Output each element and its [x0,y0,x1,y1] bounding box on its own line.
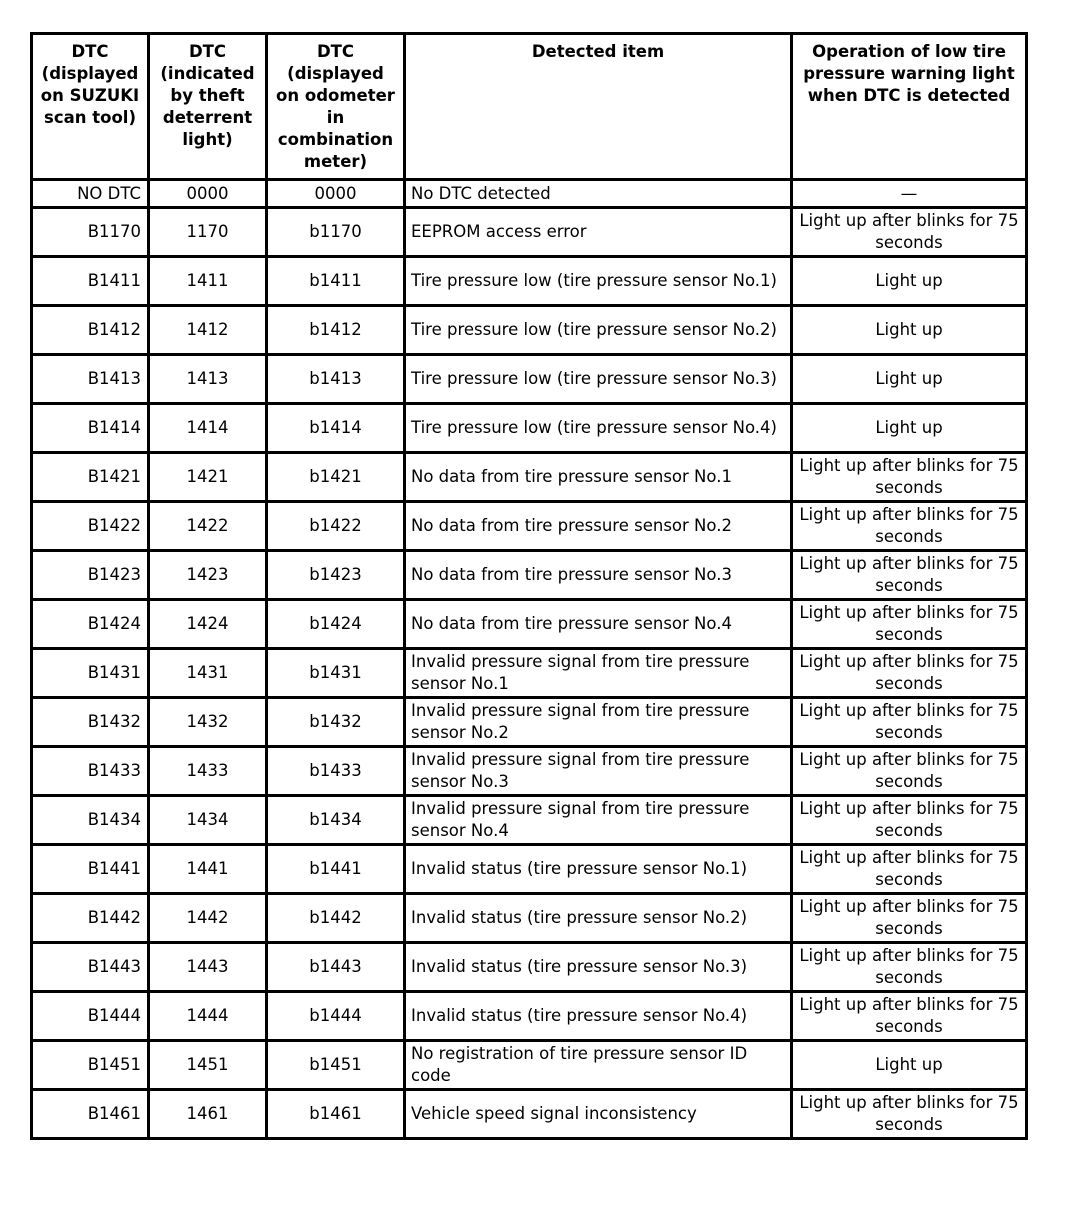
cell-warning-light-operation: Light up after blinks for 75 seconds [792,698,1027,747]
cell-scan-tool-dtc: NO DTC [32,180,149,208]
cell-scan-tool-dtc: B1443 [32,943,149,992]
cell-odometer-dtc: b1413 [267,355,405,404]
cell-detected-item: Tire pressure low (tire pressure sensor No.4) [405,404,792,453]
cell-odometer-dtc: b1414 [267,404,405,453]
cell-detected-item: Invalid status (tire pressure sensor No.1) [405,845,792,894]
cell-theft-light-dtc: 1442 [149,894,267,943]
cell-scan-tool-dtc: B1434 [32,796,149,845]
cell-scan-tool-dtc: B1424 [32,600,149,649]
table-body [32,180,1027,1139]
cell-odometer-dtc: b1424 [267,600,405,649]
header-warning-light-operation: Operation of low tire pressure warning light when DTC is detected [792,34,1027,180]
table-row [32,649,1027,698]
cell-theft-light-dtc: 1434 [149,796,267,845]
cell-scan-tool-dtc: B1432 [32,698,149,747]
cell-warning-light-operation: Light up [792,1041,1027,1090]
cell-odometer-dtc: b1433 [267,747,405,796]
cell-odometer-dtc: b1412 [267,306,405,355]
table-row [32,698,1027,747]
cell-warning-light-operation: Light up [792,306,1027,355]
cell-warning-light-operation: Light up [792,355,1027,404]
table-row [32,1090,1027,1139]
cell-detected-item: Invalid status (tire pressure sensor No.2) [405,894,792,943]
cell-odometer-dtc: b1441 [267,845,405,894]
table-row [32,355,1027,404]
cell-theft-light-dtc: 1421 [149,453,267,502]
header-odometer-dtc: DTC (displayed on odometer in combination meter) [267,34,405,180]
cell-theft-light-dtc: 1413 [149,355,267,404]
cell-odometer-dtc: b1431 [267,649,405,698]
cell-theft-light-dtc: 1451 [149,1041,267,1090]
cell-warning-light-operation: Light up after blinks for 75 seconds [792,845,1027,894]
cell-scan-tool-dtc: B1421 [32,453,149,502]
cell-theft-light-dtc: 1431 [149,649,267,698]
cell-scan-tool-dtc: B1441 [32,845,149,894]
cell-warning-light-operation: Light up after blinks for 75 seconds [792,502,1027,551]
cell-scan-tool-dtc: B1423 [32,551,149,600]
table-row [32,747,1027,796]
cell-detected-item: Tire pressure low (tire pressure sensor No.1) [405,257,792,306]
table-row [32,894,1027,943]
cell-scan-tool-dtc: B1431 [32,649,149,698]
cell-detected-item: Invalid pressure signal from tire pressure sensor No.1 [405,649,792,698]
cell-detected-item: Tire pressure low (tire pressure sensor No.3) [405,355,792,404]
cell-warning-light-operation: Light up [792,257,1027,306]
cell-warning-light-operation: — [792,180,1027,208]
cell-detected-item: No data from tire pressure sensor No.3 [405,551,792,600]
cell-detected-item: No registration of tire pressure sensor ID code [405,1041,792,1090]
table-row [32,992,1027,1041]
table-row [32,208,1027,257]
cell-odometer-dtc: b1451 [267,1041,405,1090]
cell-scan-tool-dtc: B1461 [32,1090,149,1139]
cell-odometer-dtc: b1434 [267,796,405,845]
cell-theft-light-dtc: 1444 [149,992,267,1041]
table-row [32,1041,1027,1090]
cell-scan-tool-dtc: B1444 [32,992,149,1041]
cell-detected-item: Invalid pressure signal from tire pressure sensor No.2 [405,698,792,747]
table-row [32,404,1027,453]
cell-detected-item: Invalid status (tire pressure sensor No.3) [405,943,792,992]
cell-theft-light-dtc: 1170 [149,208,267,257]
cell-detected-item: No data from tire pressure sensor No.2 [405,502,792,551]
header-scan-tool-dtc: DTC (displayed on SUZUKI scan tool) [32,34,149,180]
cell-scan-tool-dtc: B1433 [32,747,149,796]
cell-detected-item: Tire pressure low (tire pressure sensor No.2) [405,306,792,355]
cell-scan-tool-dtc: B1422 [32,502,149,551]
cell-odometer-dtc: 0000 [267,180,405,208]
cell-theft-light-dtc: 1411 [149,257,267,306]
cell-warning-light-operation: Light up after blinks for 75 seconds [792,747,1027,796]
table-row [32,306,1027,355]
header-row [32,34,1027,180]
cell-warning-light-operation: Light up after blinks for 75 seconds [792,894,1027,943]
cell-odometer-dtc: b1423 [267,551,405,600]
cell-warning-light-operation: Light up after blinks for 75 seconds [792,943,1027,992]
cell-theft-light-dtc: 1443 [149,943,267,992]
cell-theft-light-dtc: 1461 [149,1090,267,1139]
table-row [32,943,1027,992]
cell-warning-light-operation: Light up after blinks for 75 seconds [792,992,1027,1041]
cell-warning-light-operation: Light up after blinks for 75 seconds [792,551,1027,600]
cell-detected-item: No data from tire pressure sensor No.1 [405,453,792,502]
cell-detected-item: Invalid pressure signal from tire pressure sensor No.4 [405,796,792,845]
cell-scan-tool-dtc: B1413 [32,355,149,404]
cell-odometer-dtc: b1421 [267,453,405,502]
table-row [32,257,1027,306]
cell-detected-item: Invalid status (tire pressure sensor No.4) [405,992,792,1041]
cell-odometer-dtc: b1432 [267,698,405,747]
cell-theft-light-dtc: 0000 [149,180,267,208]
table-row [32,453,1027,502]
cell-theft-light-dtc: 1414 [149,404,267,453]
cell-detected-item: Vehicle speed signal inconsistency [405,1090,792,1139]
cell-scan-tool-dtc: B1442 [32,894,149,943]
table-row [32,600,1027,649]
cell-warning-light-operation: Light up after blinks for 75 seconds [792,1090,1027,1139]
cell-theft-light-dtc: 1441 [149,845,267,894]
cell-scan-tool-dtc: B1412 [32,306,149,355]
cell-theft-light-dtc: 1412 [149,306,267,355]
cell-odometer-dtc: b1411 [267,257,405,306]
header-detected-item: Detected item [405,34,792,180]
cell-scan-tool-dtc: B1411 [32,257,149,306]
table-row [32,180,1027,208]
cell-theft-light-dtc: 1424 [149,600,267,649]
table-row [32,845,1027,894]
cell-odometer-dtc: b1442 [267,894,405,943]
cell-theft-light-dtc: 1433 [149,747,267,796]
table-row [32,502,1027,551]
cell-detected-item: No data from tire pressure sensor No.4 [405,600,792,649]
cell-odometer-dtc: b1444 [267,992,405,1041]
cell-odometer-dtc: b1422 [267,502,405,551]
dtc-table [30,32,1028,1140]
cell-detected-item: EEPROM access error [405,208,792,257]
cell-scan-tool-dtc: B1170 [32,208,149,257]
cell-warning-light-operation: Light up after blinks for 75 seconds [792,600,1027,649]
header-theft-light-dtc: DTC (indicated by theft deterrent light) [149,34,267,180]
cell-scan-tool-dtc: B1414 [32,404,149,453]
table-row [32,551,1027,600]
cell-warning-light-operation: Light up after blinks for 75 seconds [792,796,1027,845]
cell-theft-light-dtc: 1423 [149,551,267,600]
cell-detected-item: Invalid pressure signal from tire pressure sensor No.3 [405,747,792,796]
cell-warning-light-operation: Light up after blinks for 75 seconds [792,208,1027,257]
cell-detected-item: No DTC detected [405,180,792,208]
cell-warning-light-operation: Light up after blinks for 75 seconds [792,649,1027,698]
cell-warning-light-operation: Light up after blinks for 75 seconds [792,453,1027,502]
table-row [32,796,1027,845]
cell-theft-light-dtc: 1432 [149,698,267,747]
cell-odometer-dtc: b1170 [267,208,405,257]
cell-odometer-dtc: b1443 [267,943,405,992]
cell-odometer-dtc: b1461 [267,1090,405,1139]
cell-warning-light-operation: Light up [792,404,1027,453]
cell-scan-tool-dtc: B1451 [32,1041,149,1090]
cell-theft-light-dtc: 1422 [149,502,267,551]
